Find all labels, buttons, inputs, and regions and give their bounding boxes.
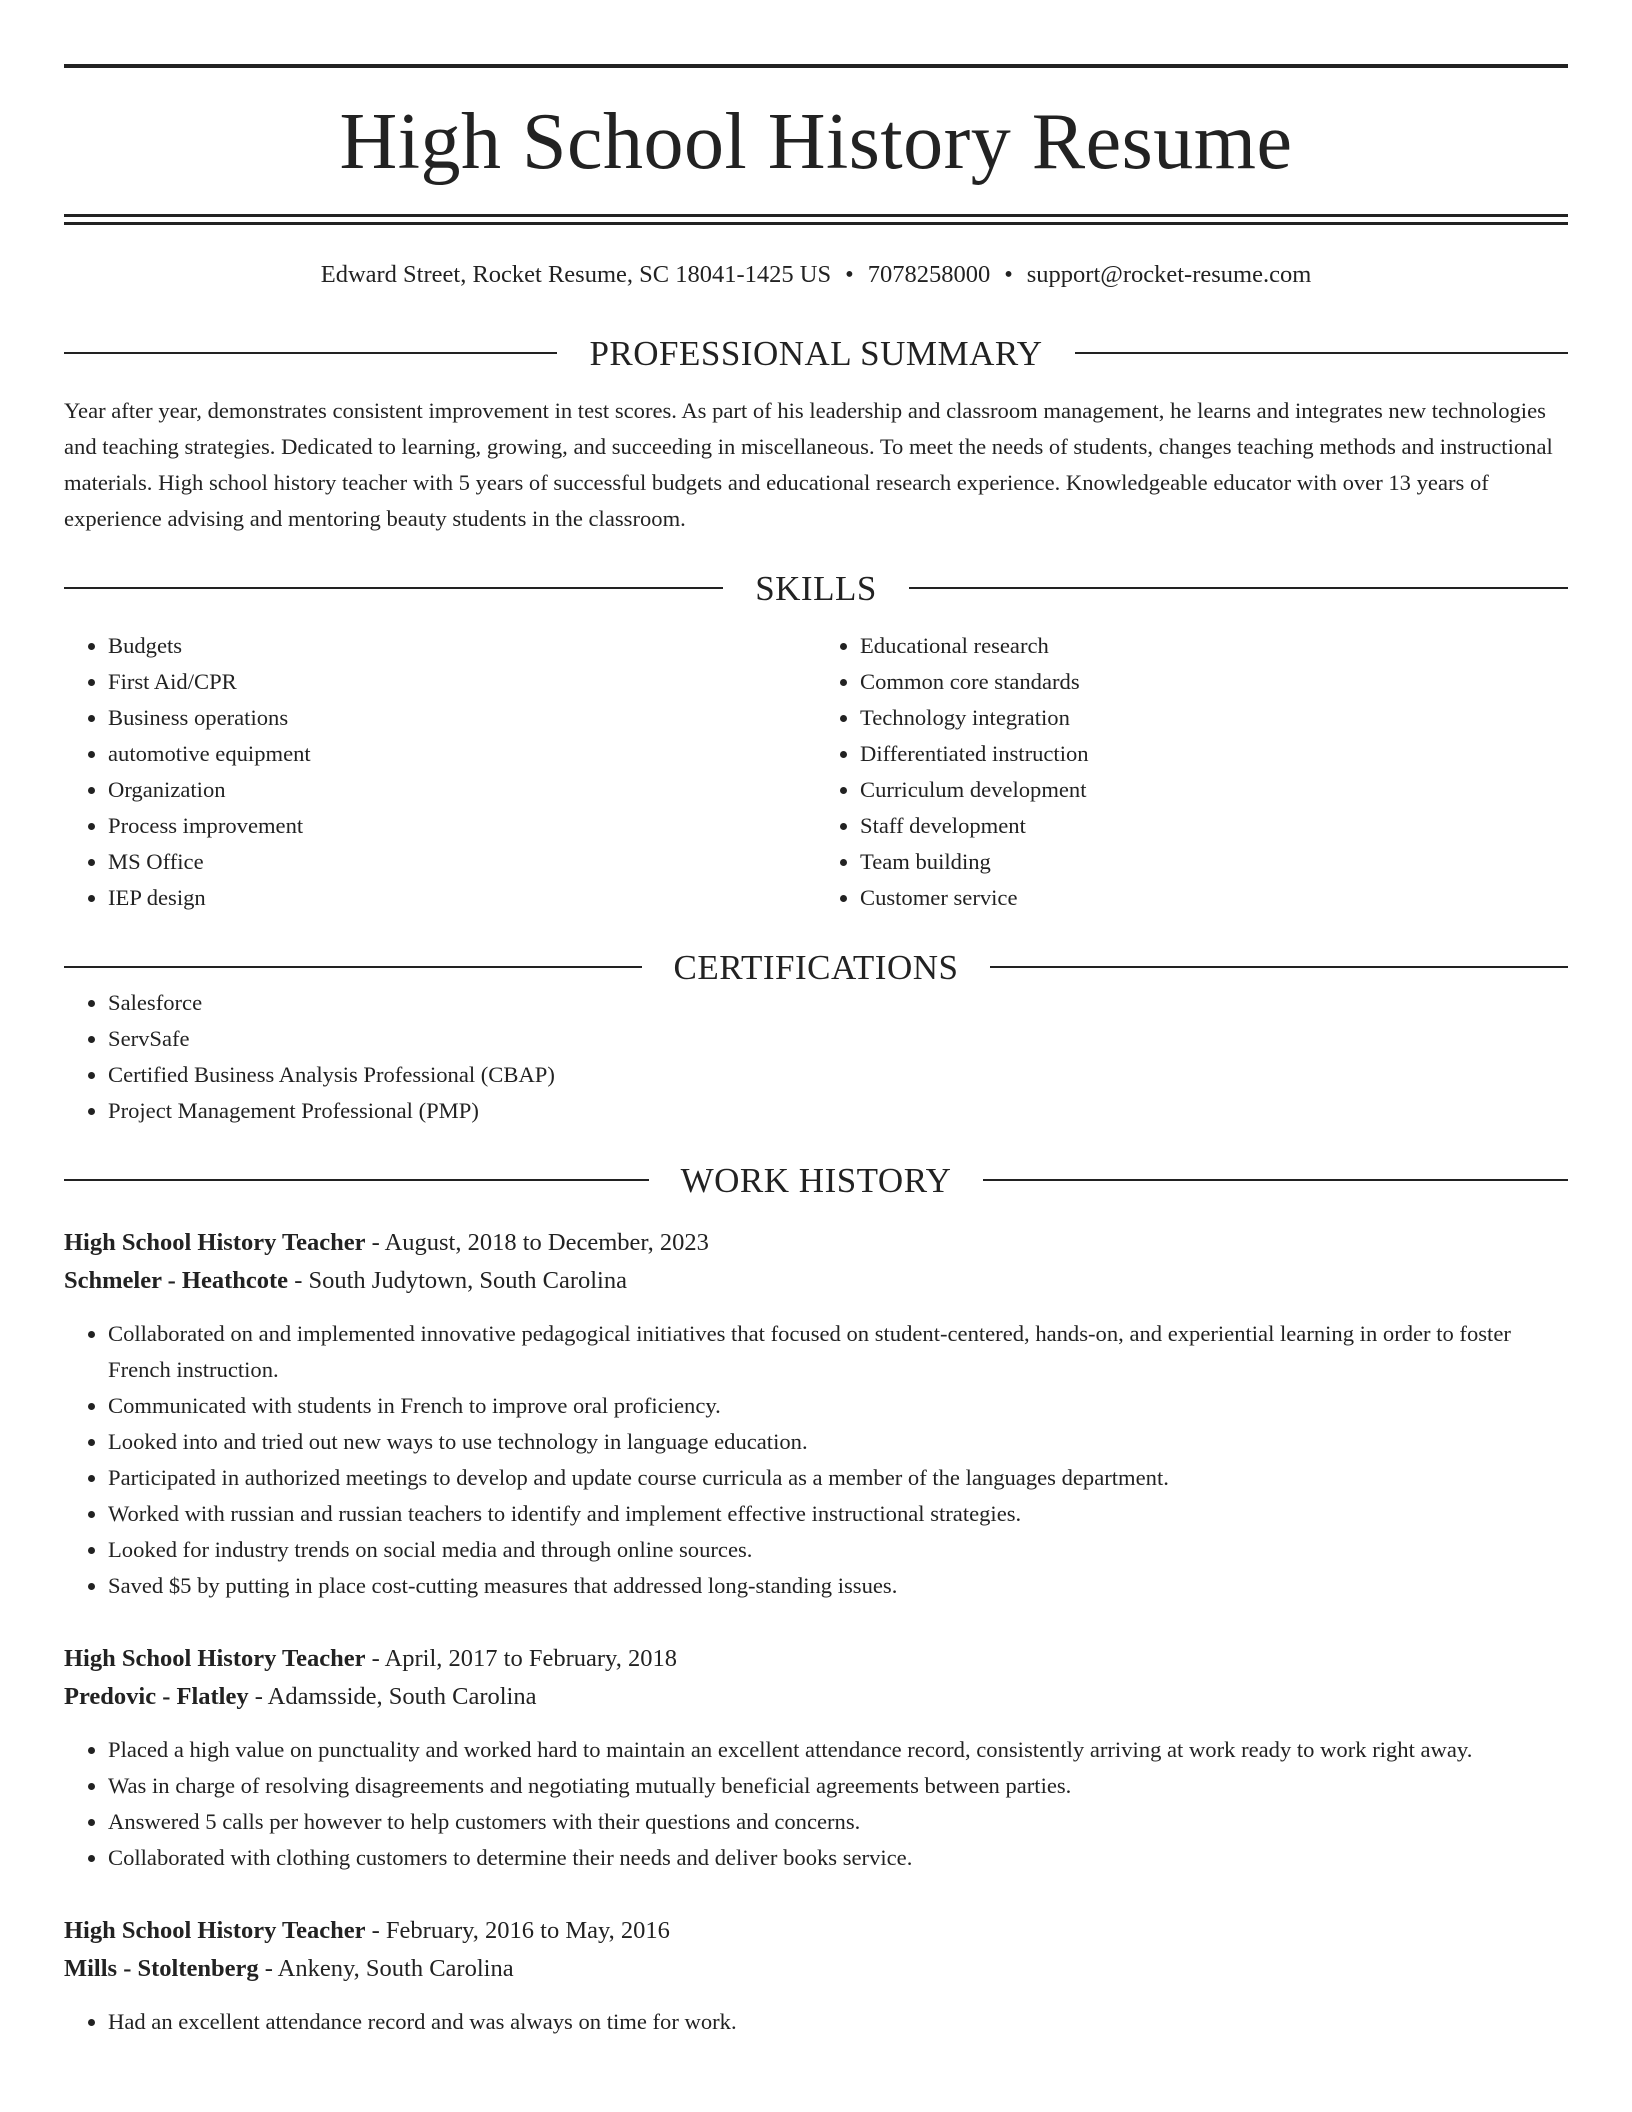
skill-item: • MS Office bbox=[108, 844, 816, 880]
summary-section-heading bbox=[64, 333, 1568, 373]
job-dates: - August, 2018 to December, 2023 bbox=[365, 1228, 709, 1256]
contact-phone: 7078258000 bbox=[867, 261, 991, 288]
job-location: - Ankeny, South Carolina bbox=[258, 1954, 514, 1982]
skill-item: • First Aid/CPR bbox=[108, 664, 816, 700]
job-bullets bbox=[64, 1732, 1568, 1876]
job-entry bbox=[64, 1640, 1568, 1876]
skills-left-list bbox=[64, 628, 816, 916]
job-bullet-item: • Looked into and tried out new ways to use technology in language education. bbox=[108, 1424, 1568, 1460]
job-title-line bbox=[64, 1640, 1568, 1678]
skill-item: • Team building bbox=[860, 844, 1568, 880]
skills-section-heading bbox=[64, 568, 1568, 608]
job-location: - Adamsside, South Carolina bbox=[248, 1682, 537, 1710]
certification-item: • Salesforce bbox=[108, 985, 1568, 1021]
job-company-line bbox=[64, 1950, 1568, 1988]
job-title-line bbox=[64, 1224, 1568, 1262]
job-title-line bbox=[64, 1912, 1568, 1950]
contact-line bbox=[64, 263, 1568, 288]
contact-email: support@rocket-resume.com bbox=[1026, 261, 1312, 288]
contact-separator: • bbox=[845, 261, 854, 288]
skill-item: • Staff development bbox=[860, 808, 1568, 844]
heading-rule bbox=[909, 587, 1568, 589]
skill-item: • Technology integration bbox=[860, 700, 1568, 736]
job-bullet-item: • Looked for industry trends on social media and through online sources. bbox=[108, 1532, 1568, 1568]
skill-item: • Curriculum development bbox=[860, 772, 1568, 808]
job-bullet-item: • Worked with russian and russian teachers to identify and implement effective instructional strategies. bbox=[108, 1496, 1568, 1532]
work-history-list bbox=[64, 1224, 1568, 2040]
skill-item: • Budgets bbox=[108, 628, 816, 664]
skill-item: • Process improvement bbox=[108, 808, 816, 844]
certification-item: • Certified Business Analysis Professional (CBAP) bbox=[108, 1057, 1568, 1093]
heading-rule bbox=[983, 1179, 1568, 1181]
job-company-line bbox=[64, 1678, 1568, 1716]
job-bullet-item: • Placed a high value on punctuality and worked hard to maintain an excellent attendance record, consistently arriving at work ready to work right away. bbox=[108, 1732, 1568, 1768]
summary-heading-label: PROFESSIONAL SUMMARY bbox=[589, 333, 1043, 373]
resume-title: High School History Resume bbox=[339, 98, 1293, 186]
work-heading-label: WORK HISTORY bbox=[680, 1160, 952, 1200]
job-bullets bbox=[64, 1316, 1568, 1604]
skill-item: • IEP design bbox=[108, 880, 816, 916]
contact-separator: • bbox=[1004, 261, 1013, 288]
heading-rule bbox=[1075, 352, 1568, 354]
job-bullets bbox=[64, 2004, 1568, 2040]
contact-address: Edward Street, Rocket Resume, SC 18041-1425 US bbox=[320, 261, 832, 288]
skill-item: • Common core standards bbox=[860, 664, 1568, 700]
skill-item: • Organization bbox=[108, 772, 816, 808]
certifications-section-heading bbox=[64, 947, 1568, 987]
title-double-rule bbox=[64, 214, 1568, 225]
job-bullet-item: • Collaborated with clothing customers to determine their needs and deliver books service. bbox=[108, 1840, 1568, 1876]
certification-item: • Project Management Professional (PMP) bbox=[108, 1093, 1568, 1129]
heading-rule bbox=[64, 1179, 649, 1181]
work-section-heading bbox=[64, 1160, 1568, 1200]
top-rule bbox=[64, 64, 1568, 68]
job-company: Predovic - Flatley bbox=[64, 1682, 249, 1710]
job-bullet-item: • Communicated with students in French to improve oral proficiency. bbox=[108, 1388, 1568, 1424]
job-company: Schmeler - Heathcote bbox=[64, 1266, 289, 1294]
job-bullet-item: • Collaborated on and implemented innovative pedagogical initiatives that focused on student-centered, hands-on, and experiential learning in order to foster French instruction. bbox=[108, 1316, 1568, 1388]
heading-rule bbox=[64, 352, 557, 354]
job-company: Mills - Stoltenberg bbox=[64, 1954, 259, 1982]
job-bullet-item: • Had an excellent attendance record and was always on time for work. bbox=[108, 2004, 1568, 2040]
job-bullet-item: • Saved $5 by putting in place cost-cutting measures that addressed long-standing issues. bbox=[108, 1568, 1568, 1604]
job-bullet-item: • Was in charge of resolving disagreements and negotiating mutually beneficial agreements between parties. bbox=[108, 1768, 1568, 1804]
job-role: High School History Teacher bbox=[64, 1228, 366, 1256]
job-role: High School History Teacher bbox=[64, 1916, 366, 1944]
heading-rule bbox=[64, 587, 723, 589]
skill-item: • Differentiated instruction bbox=[860, 736, 1568, 772]
certification-item: • ServSafe bbox=[108, 1021, 1568, 1057]
heading-rule bbox=[64, 966, 642, 968]
heading-rule bbox=[990, 966, 1568, 968]
skills-heading-label: SKILLS bbox=[755, 568, 877, 608]
skill-item: • Educational research bbox=[860, 628, 1568, 664]
certifications-heading-label: CERTIFICATIONS bbox=[673, 947, 959, 987]
job-entry bbox=[64, 1912, 1568, 2040]
job-dates: - April, 2017 to February, 2018 bbox=[365, 1644, 677, 1672]
skill-item: • automotive equipment bbox=[108, 736, 816, 772]
job-dates: - February, 2016 to May, 2016 bbox=[365, 1916, 670, 1944]
job-bullet-item: • Answered 5 calls per however to help customers with their questions and concerns. bbox=[108, 1804, 1568, 1840]
summary-text: Year after year, demonstrates consistent improvement in test scores. As part of his leadership and classroom management, he learns and integrates new technologies and teaching strategies. Dedicated to learning, growing, and succeeding in miscellaneous. To meet the needs of students, changes teaching methods and instructional materials. High school history teacher with 5 years of successful budgets and educational research experience. Knowledgeable educator with over 13 years of experience advising and mentoring beauty students in the classroom. bbox=[64, 397, 1553, 531]
skills-columns bbox=[64, 628, 1568, 916]
job-role: High School History Teacher bbox=[64, 1644, 366, 1672]
job-entry bbox=[64, 1224, 1568, 1604]
skill-item: • Customer service bbox=[860, 880, 1568, 916]
job-company-line bbox=[64, 1262, 1568, 1300]
skills-right-list bbox=[816, 628, 1568, 916]
job-bullet-item: • Participated in authorized meetings to develop and update course curricula as a member of the languages department. bbox=[108, 1460, 1568, 1496]
certifications-list bbox=[64, 985, 1568, 1129]
skill-item: • Business operations bbox=[108, 700, 816, 736]
job-location: - South Judytown, South Carolina bbox=[288, 1266, 627, 1294]
